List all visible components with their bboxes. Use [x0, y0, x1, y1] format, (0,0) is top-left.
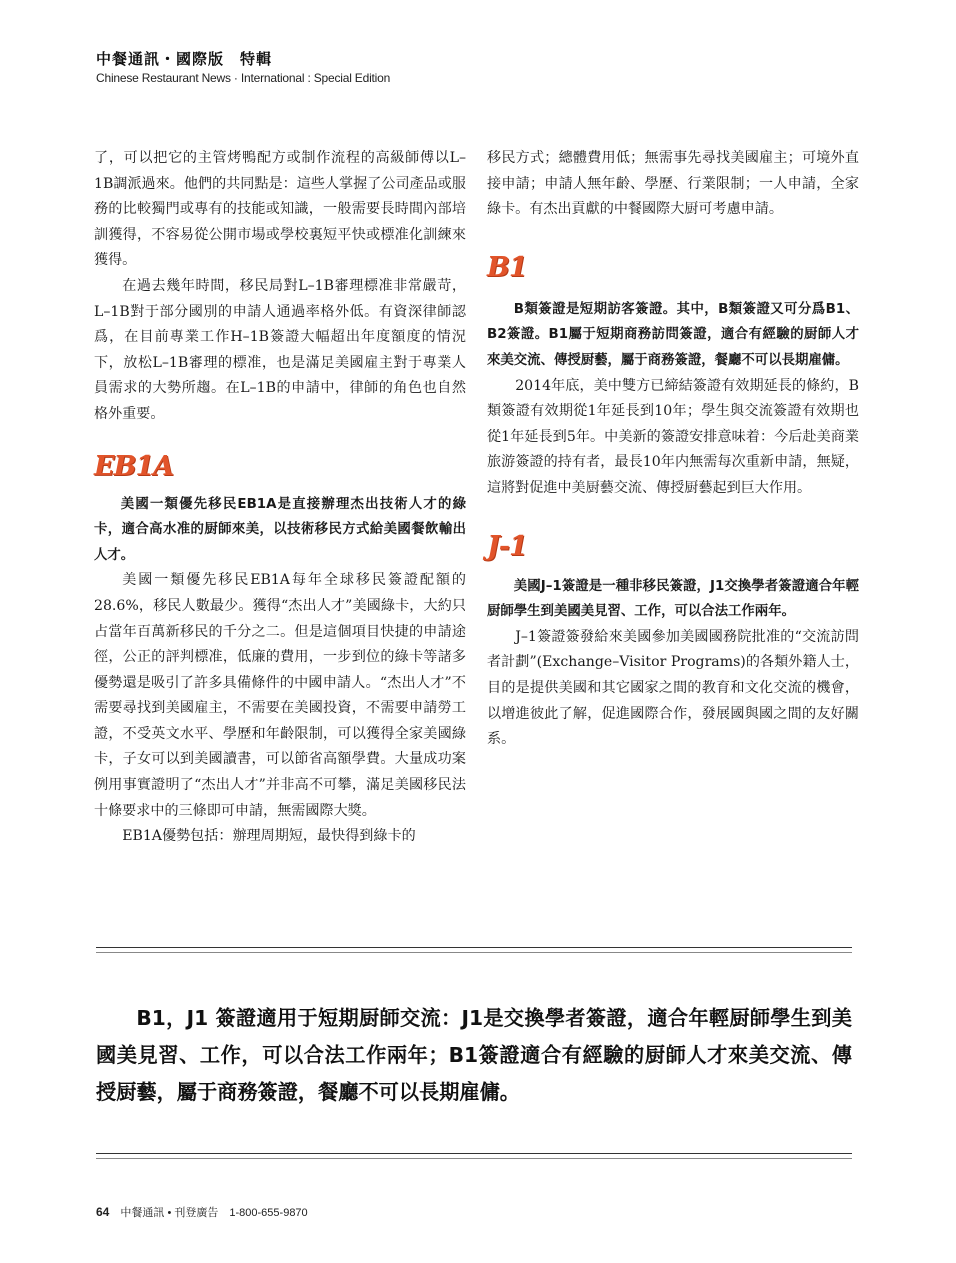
pull-quote: B1，J1 簽證適用于短期厨師交流：J1是交換學者簽證，適合年輕厨師學生到美國美見習、工作，可以合法工作兩年；B1簽證適合有經驗的厨師人才來美交流、傳授厨藝，屬于商務簽證，餐廳不可以長期雇傭。: [96, 1006, 852, 1104]
section-heading-eb1a: EB1A: [94, 450, 174, 482]
divider-top: [96, 947, 852, 948]
section-heading-b1: B1: [487, 251, 527, 283]
right-column: [487, 146, 859, 753]
eb1a-paragraph: 美國一類優先移民EB1A每年全球移民簽證配額的28.6%，移民人數最少。獲得“杰出人才”美國綠卡，大約只占當年百萬新移民的千分之二。但是這個項目快捷的申請途徑，公正的評判標准，低廉的費用，一步到位的綠卡等諸多優勢還是吸引了許多具備條件的中國申請人。“杰出人才”不需要尋找到美國雇主，不需要在美國投資，不需要申請勞工證，不受英文水平、學歷和年齡限制，可以獲得全家美國綠卡，子女可以到美國讀書，可以節省高額學費。大量成功案例用事實證明了“杰出人才”并非高不可攀，滿足美國移民法十條要求中的三條即可申請，無需國際大獎。: [94, 572, 466, 819]
divider-top-thin: [96, 952, 852, 953]
eb1a-lead: 美國一類優先移民EB1A是直接辦理杰出技術人才的綠卡，適合高水准的厨師來美，以技術移民方式給美國餐飲輸出人才。: [94, 496, 466, 563]
j1-paragraph: J–1簽證簽發給來美國參加美國國務院批准的“交流訪問者計劃”(Exchange–Visitor Programs)的各類外籍人士，目的是提供美國和其它國家之間的教育和文化交流的機會，以增進彼此了解，促進國際合作，發展國與國之間的友好關系。: [487, 628, 859, 748]
page-footer: [96, 1204, 308, 1220]
page-number: 64: [96, 1205, 110, 1219]
paragraph-eb1a-continued: 移民方式；總體費用低；無需事先尋找美國雇主；可境外直接申請；申請人無年齡、學歷、行業限制；一人申請，全家綠卡。有杰出貢獻的中餐國際大厨可考慮申請。: [487, 150, 859, 218]
b1-lead: B類簽證是短期訪客簽證。其中，B類簽證又可分爲B1、B2簽證。B1屬于短期商務訪問簽證，適合有經驗的厨師人才來美交流、傳授厨藝，屬于商務簽證，餐廳不可以長期雇傭。: [487, 301, 859, 368]
masthead: [96, 50, 390, 86]
section-heading-j1: J-1: [487, 530, 527, 562]
left-column: [94, 146, 466, 850]
divider-bottom: [96, 1153, 852, 1154]
masthead-title-cn: 中餐通訊・國際版 特輯: [96, 50, 273, 68]
eb1a-advantages: EB1A優勢包括：辦理周期短，最快得到綠卡的: [122, 828, 416, 845]
paragraph-l1b-review: 在過去幾年時間，移民局對L–1B審理標准非常嚴苛，L–1B對于部分國別的申請人通過率格外低。有資深律師認爲，在目前專業工作H–1B簽證大幅超出年度額度的情況下，放松L–1B審理的標准，也是滿足美國雇主對于專業人員需求的大勢所趨。在L–1B的申請中，律師的角色也自然格外重要。: [94, 277, 466, 422]
divider-bottom-thin: [96, 1158, 852, 1159]
j1-lead: 美國J–1簽證是一種非移民簽證，J1交換學者簽證適合年輕厨師學生到美國美見習、工作，可以合法工作兩年。: [487, 578, 859, 620]
footer-text: 中餐通訊 • 刊登廣告 1-800-655-9870: [120, 1207, 308, 1219]
paragraph-l1b-continued: 了，可以把它的主管烤鴨配方或制作流程的高級師傅以L–1B調派過來。他們的共同點是：這些人掌握了公司產品或服務的比較獨門或專有的技能或知識，一般需要長時間內部培訓獲得，不容易從公開市場或學校裏短平快或標准化訓練來獲得。: [94, 150, 466, 269]
masthead-title-en: Chinese Restaurant News · International : Special Edition: [96, 71, 391, 85]
b1-paragraph: 2014年底，美中雙方已締結簽證有效期延長的條約，B類簽證有效期從1年延長到10年；學生與交流簽證有效期也從1年延長到5年。中美新的簽證安排意味着：今后赴美商業旅游簽證的持有者，最長10年内無需每次重新申請，無疑，這將對促進中美厨藝交流、傳授厨藝起到巨大作用。: [487, 377, 859, 496]
